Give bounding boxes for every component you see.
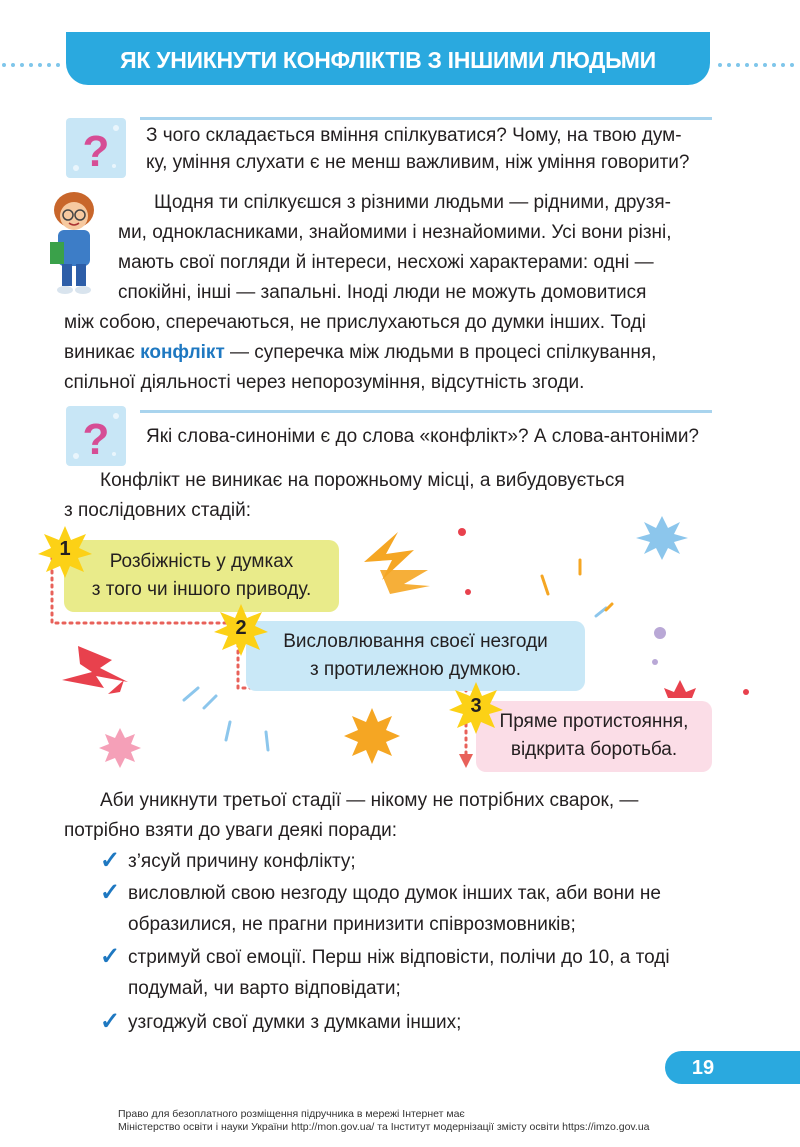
question-divider [140,410,712,413]
checkmark-icon: ✓ [100,1008,121,1035]
advice-intro-line-2: потрібно взяти до уваги деякі поради: [64,820,398,841]
list-item: ✓ висловлюй свою незгоду щодо думок інших так, аби вони не образилися, не прагни принизити співрозмовників; [100,879,661,935]
boy-illustration [44,190,104,300]
intro-line-5: між собою, сперечаються, не прислухаються до думки інших. Тоді [64,312,646,333]
intro-line-2: ми, однокласниками, знайомими і незнайомими. Усі вони різні, [118,222,672,243]
stage-3-number-badge: 3 [449,680,503,734]
question-1: З чого складається вміння спілкуватися? Чому, на твою дум- ку, уміння слухати є не менш важливим, ніж уміння говорити? [146,125,690,173]
footer: Право для безоплатного розміщення підручника в мережі Інтернет має Міністерство освіти і науки України http://mon.gov.ua/ та Інститут модернізації змісту освіти https://imzo.gov.ua [118,1108,650,1133]
checkmark-icon: ✓ [100,943,121,970]
intro-line-4: спокійні, інші — запальні. Іноді люди не можуть домовитися [118,282,647,303]
svg-text:?: ? [82,415,110,464]
intro-line-7: спільної діяльності через непорозуміння, відсутність згоди. [64,372,585,393]
stage-1-number-badge: 1 [38,524,92,578]
intro-line-3: мають свої погляди й інтереси, несхожі характерами: одні — [118,252,654,273]
question-divider [140,117,712,120]
question-mark-icon [66,118,126,178]
list-item: ✓ узгоджуй свої думки з думками інших; [100,1008,462,1035]
page-number: 19 [691,1057,715,1079]
stage-3-box: Пряме протистояння, відкрита боротьба. [476,701,712,772]
stages-intro-line-2: з послідовних стадій: [64,500,252,521]
stage-2-number-badge: 2 [214,602,268,656]
stage-1-box: Розбіжність у думках з того чи іншого приводу. [64,540,339,612]
list-item: ✓ стримуй свої емоції. Перш ніж відповісти, полічи до 10, а тоді подумай, чи варто відповідати; [100,943,670,999]
header-dots-left [0,55,62,61]
list-item: ✓ з’ясуй причину конфлікту; [100,847,356,874]
checkmark-icon: ✓ [100,847,121,874]
page-title: ЯК УНИКНУТИ КОНФЛІКТІВ З ІНШИМИ ЛЮДЬМИ [120,47,656,73]
header-dots-right [716,55,800,61]
tips-list [100,846,715,1036]
stage-2-box: Висловлювання своєї незгоди з протилежною думкою. [246,621,585,691]
svg-text:?: ? [82,127,110,176]
advice-intro-line-1: Аби уникнути третьої стадії — нікому не потрібних сварок, — [100,790,639,811]
intro-line-1: Щодня ти спілкуєшся з різними людьми — рідними, друзя- [154,192,671,213]
question-mark-icon [66,406,126,466]
term-conflict: конфлікт [140,342,225,363]
question-2: Які слова-синоніми є до слова «конфлікт»? А слова-антоніми? [146,426,699,447]
checkmark-icon: ✓ [100,879,121,906]
stages-intro-line-1: Конфлікт не виникає на порожньому місці, а вибудовується [100,470,625,491]
intro-line-6: виникає конфлікт — суперечка між людьми в процесі спілкування, [64,342,657,363]
